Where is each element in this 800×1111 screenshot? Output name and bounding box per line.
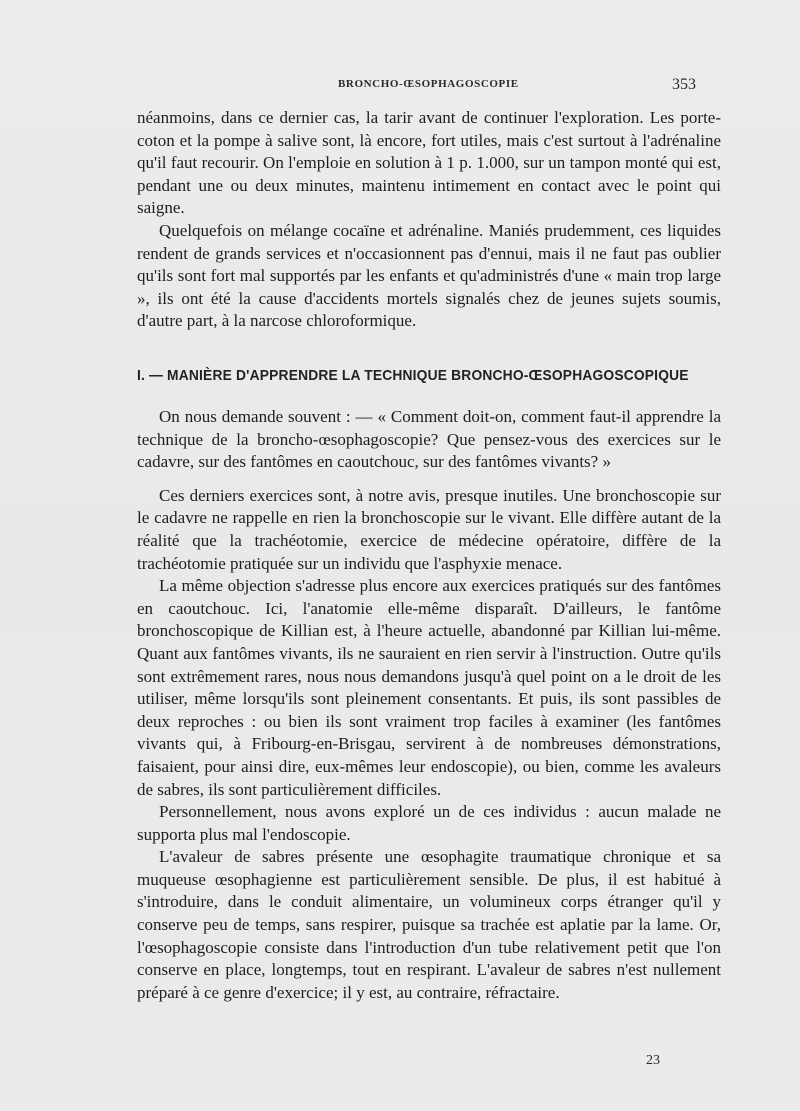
paragraph-sword-swallower: L'avaleur de sabres présente une œsophagite traumatique chronique et sa muqueuse œsophagienne est particulièrement sensible. De plus, il est habitué à s'introduire, dans le conduit alimentaire, un volumineux corps étranger qu'il y conserve peu de temps, sans respirer, puisque sa trachée est aplatie par la lame. Or, l'œsophagoscopie consiste dans l'introduction d'un tube relativement petit que l'on conserve en place, longtemps, tout en respirant. L'avaleur de sabres n'est nullement préparé à ce genre d'exercice; il y est, au contraire, réfractaire. <box>137 847 721 1002</box>
page-number: 353 <box>672 76 696 93</box>
paragraph-cocaine-adrenaline: Quelquefois on mélange cocaïne et adrénaline. Maniés prudemment, ces liquides rendent de grands services et n'occasionnent pas d'ennui, mais il ne faut pas oublier qu'ils sont fort mal supportés par les enfants et qu'administrés d'une « main trop large », ils ont été la cause d'accidents mortels signalés chez de jeunes sujets soumis, d'autre part, à la narcose chloroformique. <box>137 220 721 331</box>
signature-mark: 23 <box>646 1053 660 1068</box>
paragraph-exercises: Ces derniers exercices sont, à notre avis, presque inutiles. Une bronchoscopie sur le cadavre ne rappelle en rien la bronchoscopie sur le vivant. Elle diffère autant de la réalité que la trachéotomie, exercice de médecine opératoire, diffère de la trachéotomie pratiquée sur un individu que l'asphyxie menace. <box>137 485 721 573</box>
paragraph-objection: La même objection s'adresse plus encore aux exercices pratiqués sur des fantômes en caoutchouc. Ici, l'anatomie elle-même disparaît. D'ailleurs, le fantôme bronchoscopique de Killian est, à l'heure actuelle, abandonné par Killian lui-même. Quant aux fantômes vivants, ils ne sauraient en rien servir à l'instruction. Outre qu'ils sont extrêmement rares, nous nous demandons jusqu'à quel point on a le droit de les utiliser, même lorsqu'ils sont pleinement consentants. Et puis, ils sont passibles de deux reproches : ou bien ils sont vraiment trop faciles à examiner (les fantômes vivants qui, à Fribourg-en-Brisgau, servirent à de nombreuses démonstrations, faisaient, pour ainsi dire, eux-mêmes leur endoscopie), ou bien, comme les avaleurs de sabres, ils sont particulièrement difficiles. <box>137 576 721 799</box>
section-body <box>137 406 721 1004</box>
paragraph-continuation: néanmoins, dans ce dernier cas, la tarir avant de continuer l'exploration. Les porte-coton et la pompe à salive sont, là encore, fort utiles, mais c'est surtout à l'adrénaline qu'il faut recourir. On l'emploie en solution à 1 p. 1.000, sur un tampon monté qui est, pendant une ou deux minutes, maintenu intimement en contact avec le point qui saigne. <box>137 108 721 218</box>
running-head: BRONCHO-ŒSOPHAGOSCOPIE <box>338 78 519 90</box>
paragraph-question: On nous demande souvent : — « Comment doit-on, comment faut-il apprendre la technique de la broncho-œsophagoscopie? Que pensez-vous des exercices sur le cadavre, sur des fantômes en caoutchouc, sur des fantômes vivants? » <box>137 407 721 472</box>
section-heading: I. — MANIÈRE D'APPRENDRE LA TECHNIQUE BRONCHO-ŒSOPHAGOSCOPIQUE <box>137 367 689 384</box>
paragraph-personal: Personnellement, nous avons exploré un de ces individus : aucun malade ne supporta plus mal l'endoscopie. <box>137 802 721 844</box>
intro-text <box>137 107 721 333</box>
